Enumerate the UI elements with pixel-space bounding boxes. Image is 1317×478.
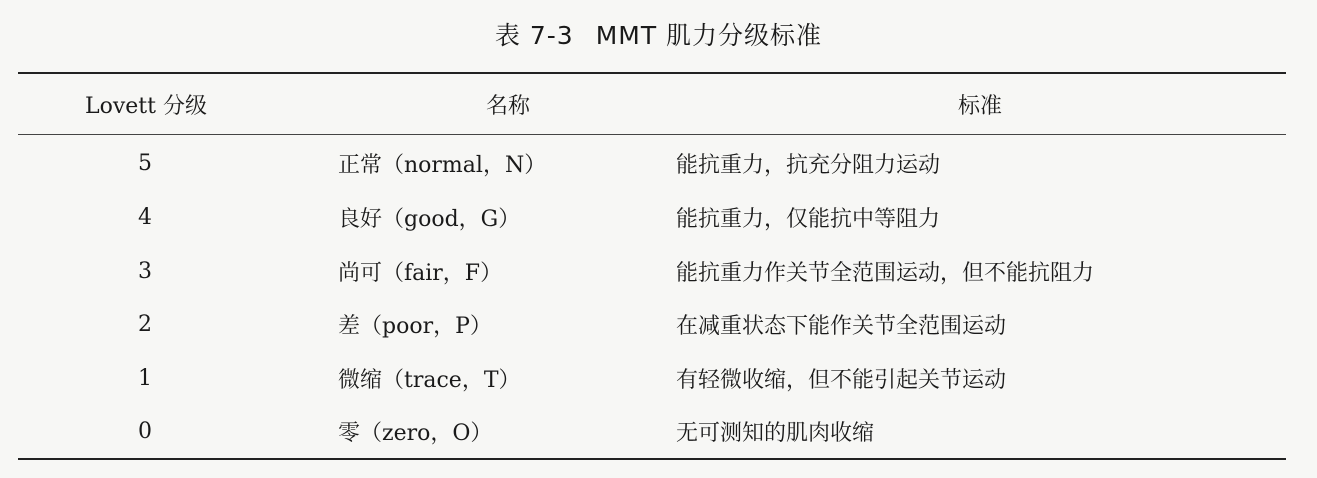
bottom-rule — [18, 458, 1286, 460]
table-title: MMT 肌力分级标准 — [595, 21, 823, 50]
name-cell: 微缩（trace，T） — [338, 367, 521, 393]
grade-cell: 3 — [138, 258, 152, 284]
table-header-row — [18, 78, 1286, 130]
table-row — [18, 137, 1286, 189]
standard-cell: 有轻微收缩，但不能引起关节运动 — [676, 367, 1007, 393]
name-cell: 良好（good，G） — [338, 206, 521, 232]
header-name: 名称 — [485, 93, 530, 119]
name-cell: 正常（normal，N） — [338, 152, 547, 178]
grade-cell: 0 — [138, 418, 152, 444]
table-row — [18, 298, 1286, 350]
header-standard: 标准 — [957, 93, 1002, 119]
table-row — [18, 245, 1286, 297]
name-cell: 零（zero，O） — [338, 420, 493, 446]
standard-cell: 能抗重力作关节全范围运动，但不能抗阻力 — [676, 260, 1095, 286]
table-row — [18, 405, 1286, 457]
name-cell: 差（poor，P） — [338, 313, 492, 339]
header-grade: Lovett 分级 — [85, 93, 207, 119]
grade-cell: 2 — [138, 311, 152, 337]
table-number: 表 7-3 — [494, 21, 574, 50]
name-cell: 尚可（fair，F） — [338, 260, 503, 286]
standard-cell: 能抗重力，仅能抗中等阻力 — [676, 206, 941, 232]
grade-cell: 1 — [138, 365, 152, 391]
top-rule — [18, 72, 1286, 74]
table-row — [18, 352, 1286, 404]
header-rule — [18, 134, 1286, 135]
standard-cell: 在减重状态下能作关节全范围运动 — [676, 313, 1007, 339]
table-row — [18, 191, 1286, 243]
grade-cell: 4 — [138, 204, 152, 230]
standard-cell: 无可测知的肌肉收缩 — [676, 420, 875, 446]
table-caption — [0, 16, 1317, 52]
standard-cell: 能抗重力，抗充分阻力运动 — [676, 152, 941, 178]
grade-cell: 5 — [138, 150, 152, 176]
